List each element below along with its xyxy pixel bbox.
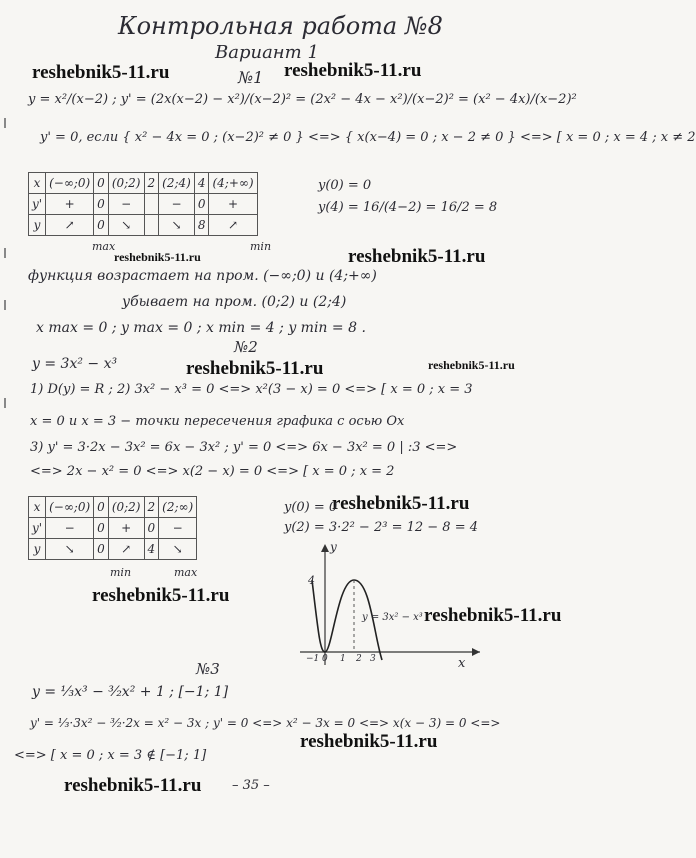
graph-tick: −1 <box>306 654 320 664</box>
task1-sign-table <box>28 172 258 236</box>
graph-tick: 3 <box>370 654 376 664</box>
table-cell: − <box>108 194 144 215</box>
table-cell: 4 <box>194 173 209 194</box>
table-cell: + <box>209 194 257 215</box>
graph-y-label: y <box>330 540 337 554</box>
table-cell: + <box>46 194 94 215</box>
margin-mark <box>4 398 6 408</box>
task2-sign-table <box>28 496 197 560</box>
table-cell: 2 <box>144 173 159 194</box>
watermark: reshebnik5-11.ru <box>348 246 486 267</box>
watermark: reshebnik5-11.ru <box>32 62 170 83</box>
table-cell: ↘ <box>159 539 197 560</box>
table-cell: (−∞;0) <box>46 497 94 518</box>
max-label: max <box>92 240 116 253</box>
table-cell: 0 <box>94 518 109 539</box>
watermark: reshebnik5-11.ru <box>64 775 202 796</box>
table-cell <box>144 194 159 215</box>
task1-y0: y(0) = 0 <box>318 178 372 193</box>
table-cell: (2;4) <box>159 173 195 194</box>
table-cell: y <box>29 539 46 560</box>
table-cell: ↘ <box>46 539 94 560</box>
table-cell: 4 <box>144 539 159 560</box>
watermark: reshebnik5-11.ru <box>424 605 562 626</box>
watermark: reshebnik5-11.ru <box>114 250 201 264</box>
table-cell: ↘ <box>108 215 144 236</box>
table-cell: 0 <box>144 518 159 539</box>
table-row <box>29 194 258 215</box>
table-cell: ↗ <box>209 215 257 236</box>
table-row <box>29 518 197 539</box>
task2-line4: <=> 2x − x² = 0 <=> x(2 − x) = 0 <=> [ x = 0 ; x = 2 <box>30 464 395 479</box>
table-cell: 2 <box>144 497 159 518</box>
variant-label: Вариант 1 <box>215 42 319 63</box>
table-cell: x <box>29 173 46 194</box>
table-cell: x <box>29 497 46 518</box>
table-cell: + <box>108 518 144 539</box>
margin-mark <box>4 248 6 258</box>
table-cell: 0 <box>94 539 109 560</box>
task1-number: №1 <box>238 68 264 87</box>
task2-line3: 3) y' = 3·2x − 3x² = 6x − 3x² ; y' = 0 <=> 6x − 3x² = 0 | :3 <=> <box>30 440 458 455</box>
table-cell: ↘ <box>159 215 195 236</box>
table-cell: 0 <box>94 173 109 194</box>
table-cell <box>144 215 159 236</box>
task2-number: №2 <box>234 338 258 356</box>
task2-line1: 1) D(y) = R ; 2) 3x² − x³ = 0 <=> x²(3 − x) = 0 <=> [ x = 0 ; x = 3 <box>30 382 473 397</box>
graph-tick: 2 <box>356 654 362 664</box>
table-cell: (4;+∞) <box>209 173 257 194</box>
table-cell: 0 <box>194 194 209 215</box>
table-cell: ↗ <box>108 539 144 560</box>
table-cell: (2;∞) <box>159 497 197 518</box>
task1-y4: y(4) = 16/(4−2) = 16/2 = 8 <box>318 200 498 215</box>
watermark: reshebnik5-11.ru <box>428 358 515 372</box>
task2-graph <box>290 540 490 670</box>
table-cell: 0 <box>94 497 109 518</box>
table-row <box>29 539 197 560</box>
max-label: max <box>174 566 198 579</box>
y-axis-arrow-icon <box>321 544 329 552</box>
task3-line2: <=> [ x = 0 ; x = 3 ∉ [−1; 1] <box>14 748 207 763</box>
graph-curve-label: y = 3x² − x³ <box>362 612 423 623</box>
table-row <box>29 215 258 236</box>
task2-y0: y(0) = 0 <box>284 500 338 515</box>
watermark: reshebnik5-11.ru <box>332 493 470 514</box>
table-cell: y' <box>29 518 46 539</box>
table-cell: 0 <box>94 215 109 236</box>
margin-mark <box>4 118 6 128</box>
table-cell: y <box>29 215 46 236</box>
table-cell: 8 <box>194 215 209 236</box>
x-axis-arrow-icon <box>472 648 480 656</box>
table-cell: y' <box>29 194 46 215</box>
watermark: reshebnik5-11.ru <box>300 731 438 752</box>
table-cell: ↗ <box>46 215 94 236</box>
task2-line2: x = 0 и x = 3 − точки пересечения графика с осью Ox <box>30 414 405 429</box>
watermark: reshebnik5-11.ru <box>284 60 422 81</box>
min-label: min <box>250 240 272 253</box>
task1-extrema: x max = 0 ; y max = 0 ; x min = 4 ; y min = 8 . <box>36 320 366 336</box>
table-cell: (−∞;0) <box>46 173 94 194</box>
graph-tick: 1 <box>340 654 346 664</box>
table-cell: − <box>46 518 94 539</box>
table-cell: (0;2) <box>108 173 144 194</box>
task3-number: №3 <box>196 660 220 678</box>
table-cell: (0;2) <box>108 497 144 518</box>
page-title: Контрольная работа №8 <box>118 12 443 40</box>
task1-increasing: функция возрастает на пром. (−∞;0) и (4;+∞) <box>28 268 377 284</box>
watermark: reshebnik5-11.ru <box>92 585 230 606</box>
task2-function: y = 3x² − x³ <box>32 356 118 372</box>
graph-tick: 0 <box>322 654 328 664</box>
page-number: – 35 – <box>232 778 270 793</box>
graph-x-label: x <box>458 656 466 671</box>
table-cell: 0 <box>94 194 109 215</box>
min-label: min <box>110 566 132 579</box>
task1-critical-points: y' = 0, если { x² − 4x = 0 ; (x−2)² ≠ 0 } <=> { x(x−4) = 0 ; x − 2 ≠ 0 } <=> [ x = 0 ; x = 4 ; x ≠ 2 <box>40 130 696 145</box>
table-cell: − <box>159 194 195 215</box>
table-row <box>29 173 258 194</box>
task3-function: y = ⅓x³ − ³⁄₂x² + 1 ; [−1; 1] <box>32 684 229 700</box>
task1-decreasing: убывает на пром. (0;2) и (2;4) <box>122 294 347 310</box>
task2-y2: y(2) = 3·2² − 2³ = 12 − 8 = 4 <box>284 520 478 535</box>
task1-derivative-line: y = x²/(x−2) ; y' = (2x(x−2) − x²)/(x−2)² = (2x² − 4x − x²)/(x−2)² = (x² − 4x)/(x−2)² <box>28 92 577 107</box>
margin-mark <box>4 300 6 310</box>
task3-line1: y' = ⅓·3x² − ³⁄₂·2x = x² − 3x ; y' = 0 <=> x² − 3x = 0 <=> x(x − 3) = 0 <=> <box>30 716 501 730</box>
watermark: reshebnik5-11.ru <box>186 358 324 379</box>
table-cell: − <box>159 518 197 539</box>
table-row <box>29 497 197 518</box>
graph-tick-4: 4 <box>308 574 315 587</box>
